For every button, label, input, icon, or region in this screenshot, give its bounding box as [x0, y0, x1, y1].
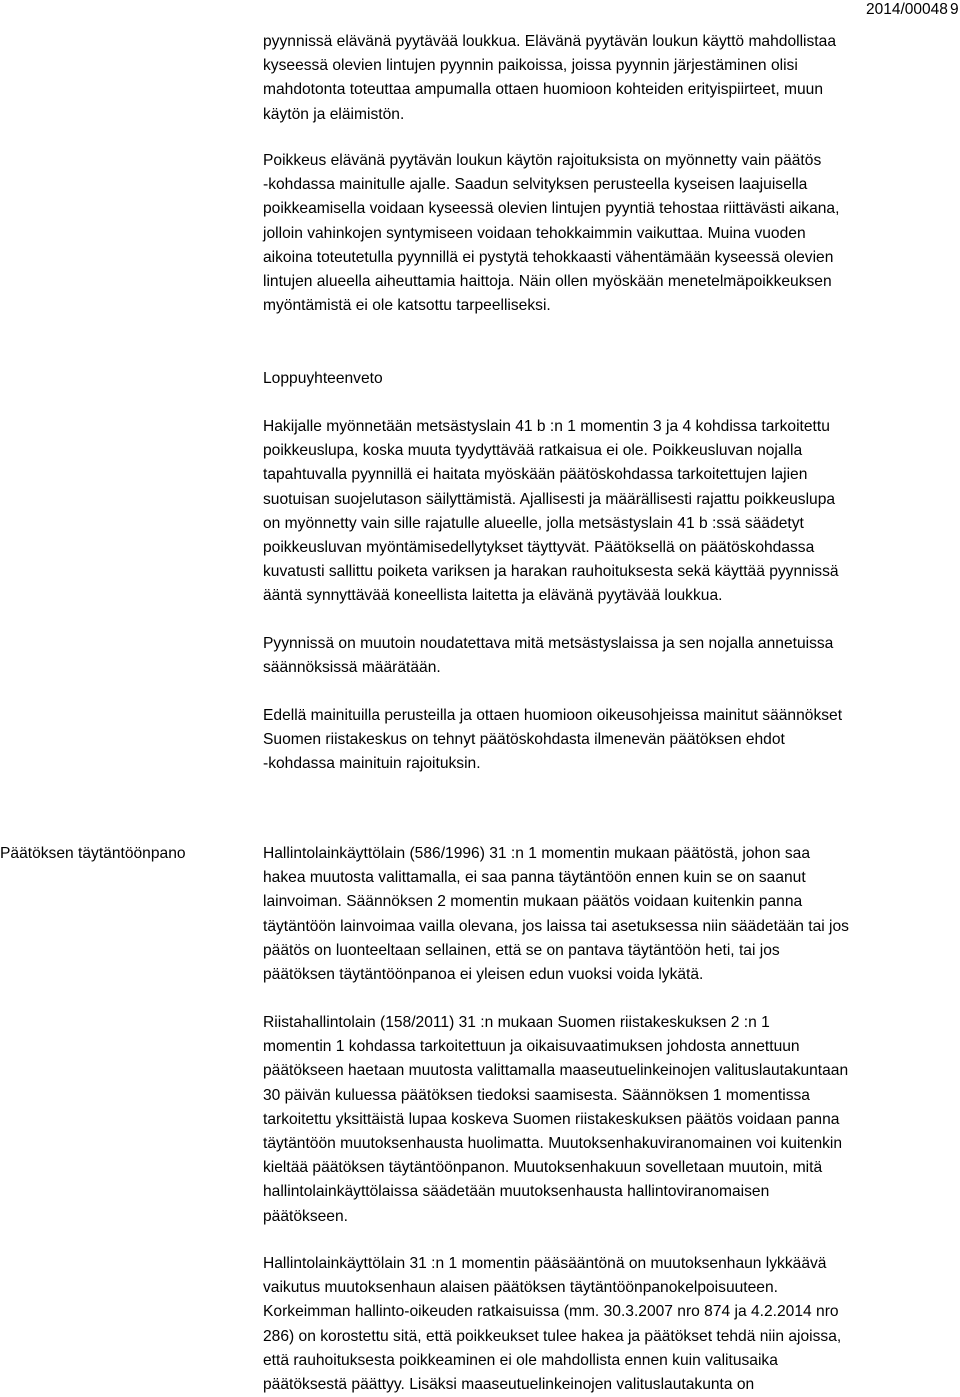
text-line: vaikutus muutoksenhaun alaisen päätöksen täytäntöönpanokelpoisuuteen. [263, 1279, 778, 1297]
paragraph-edella [263, 704, 953, 777]
section-heading-loppuyhteenveto: Loppuyhteenveto [263, 370, 383, 387]
paragraph-intro [263, 30, 953, 127]
text-line: mahdotonta toteuttaa ampumalla ottaen huomioon kohteiden erityispiirteet, muun [263, 81, 823, 99]
text-line: päätöksestä päättyy. Lisäksi maaseutuelinkeinojen valituslautakunta on [263, 1376, 755, 1394]
text-line: kieltää päätöksen täytäntöönpanon. Muutoksenhakuun sovelletaan muutoin, mitä [263, 1159, 823, 1177]
text-line: Edellä mainituilla perusteilla ja ottaen huomioon oikeusohjeissa mainitut säännökset [263, 707, 843, 724]
text-line: poikkeusluvan myöntämisedellytykset täyttyvät. Päätöksellä on päätöskohdassa [263, 539, 815, 557]
text-line: käytön ja eläimistön. [263, 105, 405, 123]
paragraph-riistahallinto [263, 1011, 953, 1229]
paragraph-hallintolaki31 [263, 1252, 953, 1397]
text-line: kuvatusti sallittu poiketa variksen ja harakan rauhoituksesta sekä käyttää pyynnissä [263, 563, 839, 581]
text-line: Pyynnissä on muutoin noudatettava mitä metsästyslaissa ja sen nojalla annetuissa [263, 635, 834, 652]
document-id: 2014/00048 [866, 1, 948, 18]
paragraph-poikkeus [263, 149, 953, 318]
text-line: lintujen alueella aiheuttamia haittoja. Näin ollen myöskään menetelmäpoikkeuksen [263, 273, 832, 291]
text-line: aikoina toteutetulla pyynnillä ei pystytä tehokkaasti vähentämään kyseessä olevien [263, 248, 834, 266]
text-line: Poikkeus elävänä pyytävän loukun käytön rajoituksista on myönnetty vain päätös [263, 152, 822, 169]
text-line: Korkeimman hallinto-oikeuden ratkaisuissa (mm. 30.3.2007 nro 874 ja 4.2.2014 nro [263, 1303, 839, 1321]
text-line: poikkeuslupa, koska muuta tyydyttävää ratkaisua ei ole. Poikkeusluvan nojalla [263, 442, 803, 460]
text-line: että rauhoituksesta poikkeaminen ei ole mahdollista ennen kuin valitusaika [263, 1351, 778, 1369]
text-line: Hallintolainkäyttölain (586/1996) 31 :n 1 momentin mukaan päätöstä, johon saa [263, 845, 810, 862]
text-line: jolloin vahinkojen syntymiseen voidaan tehokkaimmin vaikuttaa. Muina vuoden [263, 224, 806, 242]
text-line: myöntämistä ei ole katsottu tarpeelliseksi. [263, 297, 551, 315]
text-line: Hallintolainkäyttölain 31 :n 1 momentin pääsääntönä on muutoksenhaun lykkäävä [263, 1255, 827, 1272]
text-line: Suomen riistakeskus on tehnyt päätöskohdasta ilmenevän päätöksen ehdot [263, 731, 785, 749]
paragraph-hallintolaki [263, 842, 953, 987]
text-line: hakea muutosta valittamalla, ei saa panna täytäntöön ennen kuin se on saanut [263, 869, 806, 887]
text-line: -kohdassa mainituin rajoituksin. [263, 755, 481, 773]
text-line: täytäntöön lainvoimaa vailla olevana, jos laissa tai asetuksessa niin säädetään tai jos [263, 917, 849, 935]
text-line: poikkeamisella voidaan kyseessä olevien lintujen pyyntiä tehostaa riittävästi aikana, [263, 200, 840, 218]
text-line: päätökseen. [263, 1207, 348, 1225]
text-line: säännöksissä määrätään. [263, 659, 441, 677]
paragraph-hakijalle [263, 415, 953, 609]
text-line: on myönnetty vain sille rajatulle alueelle, jolla metsästyslain 41 b :ssä säädetyt [263, 514, 804, 532]
text-line: 286) on korostettu sitä, että poikkeukset tulee hakea ja päätökset tehdä niin ajoissa, [263, 1327, 842, 1345]
page-header [866, 0, 960, 20]
text-line: päätökseen haetaan muutosta valittamalla maaseutuelinkeinojen valituslautakuntaan [263, 1062, 849, 1080]
text-line: kyseessä olevien lintujen pyynnin paikoissa, joissa pyynnin järjestäminen olisi [263, 57, 798, 75]
section-label-taytantoonpano: Päätöksen täytäntöönpano [0, 845, 186, 862]
paragraph-pyynnissa [263, 632, 953, 680]
text-line: -kohdassa mainitulle ajalle. Saadun selvityksen perusteella kyseisen laajuisella [263, 176, 808, 194]
text-line: pyynnissä elävänä pyytävää loukkua. Elävänä pyytävän loukun käyttö mahdollistaa [263, 33, 836, 50]
text-line: tarkoitettu yksittäistä lupaa koskeva Suomen riistakeskuksen päätös voidaan panna [263, 1110, 840, 1128]
text-line: päätös on luonteeltaan sellainen, että se on pantava täytäntöön heti, tai jos [263, 941, 780, 959]
text-line: päätöksen täytäntöönpanoa ei yleisen edun vuoksi voida lykätä. [263, 966, 704, 984]
page-number: 9 [950, 1, 959, 18]
text-line: momentin 1 kohdassa tarkoitettuun ja oikaisuvaatimuksen johdosta annettuun [263, 1038, 800, 1056]
text-line: ääntä synnyttävää koneellista laitetta ja elävänä pyytävää loukkua. [263, 587, 723, 605]
text-line: 30 päivän kuluessa päätöksen tiedoksi saamisesta. Säännöksen 1 momentissa [263, 1086, 810, 1104]
text-line: hallintolainkäyttölaissa säädetään muutoksenhausta hallintoviranomaisen [263, 1183, 770, 1201]
text-line: täytäntöön muutoksenhausta huolimatta. Muutoksenhakuviranomainen voi kuitenkin [263, 1135, 843, 1153]
text-line: Hakijalle myönnetään metsästyslain 41 b :n 1 momentin 3 ja 4 kohdissa tarkoitettu [263, 418, 830, 435]
text-line: tapahtuvalla pyynnillä ei haitata myöskään päätöskohdassa tarkoitettujen lajien [263, 466, 808, 484]
text-line: Riistahallintolain (158/2011) 31 :n mukaan Suomen riistakeskuksen 2 :n 1 [263, 1014, 770, 1031]
text-line: suotuisan suojelutason säilyttämistä. Ajallisesti ja määrällisesti rajattu poikkeuslupa [263, 490, 836, 508]
text-line: lainvoiman. Säännöksen 2 momentin mukaan päätös voidaan kuitenkin panna [263, 893, 803, 911]
